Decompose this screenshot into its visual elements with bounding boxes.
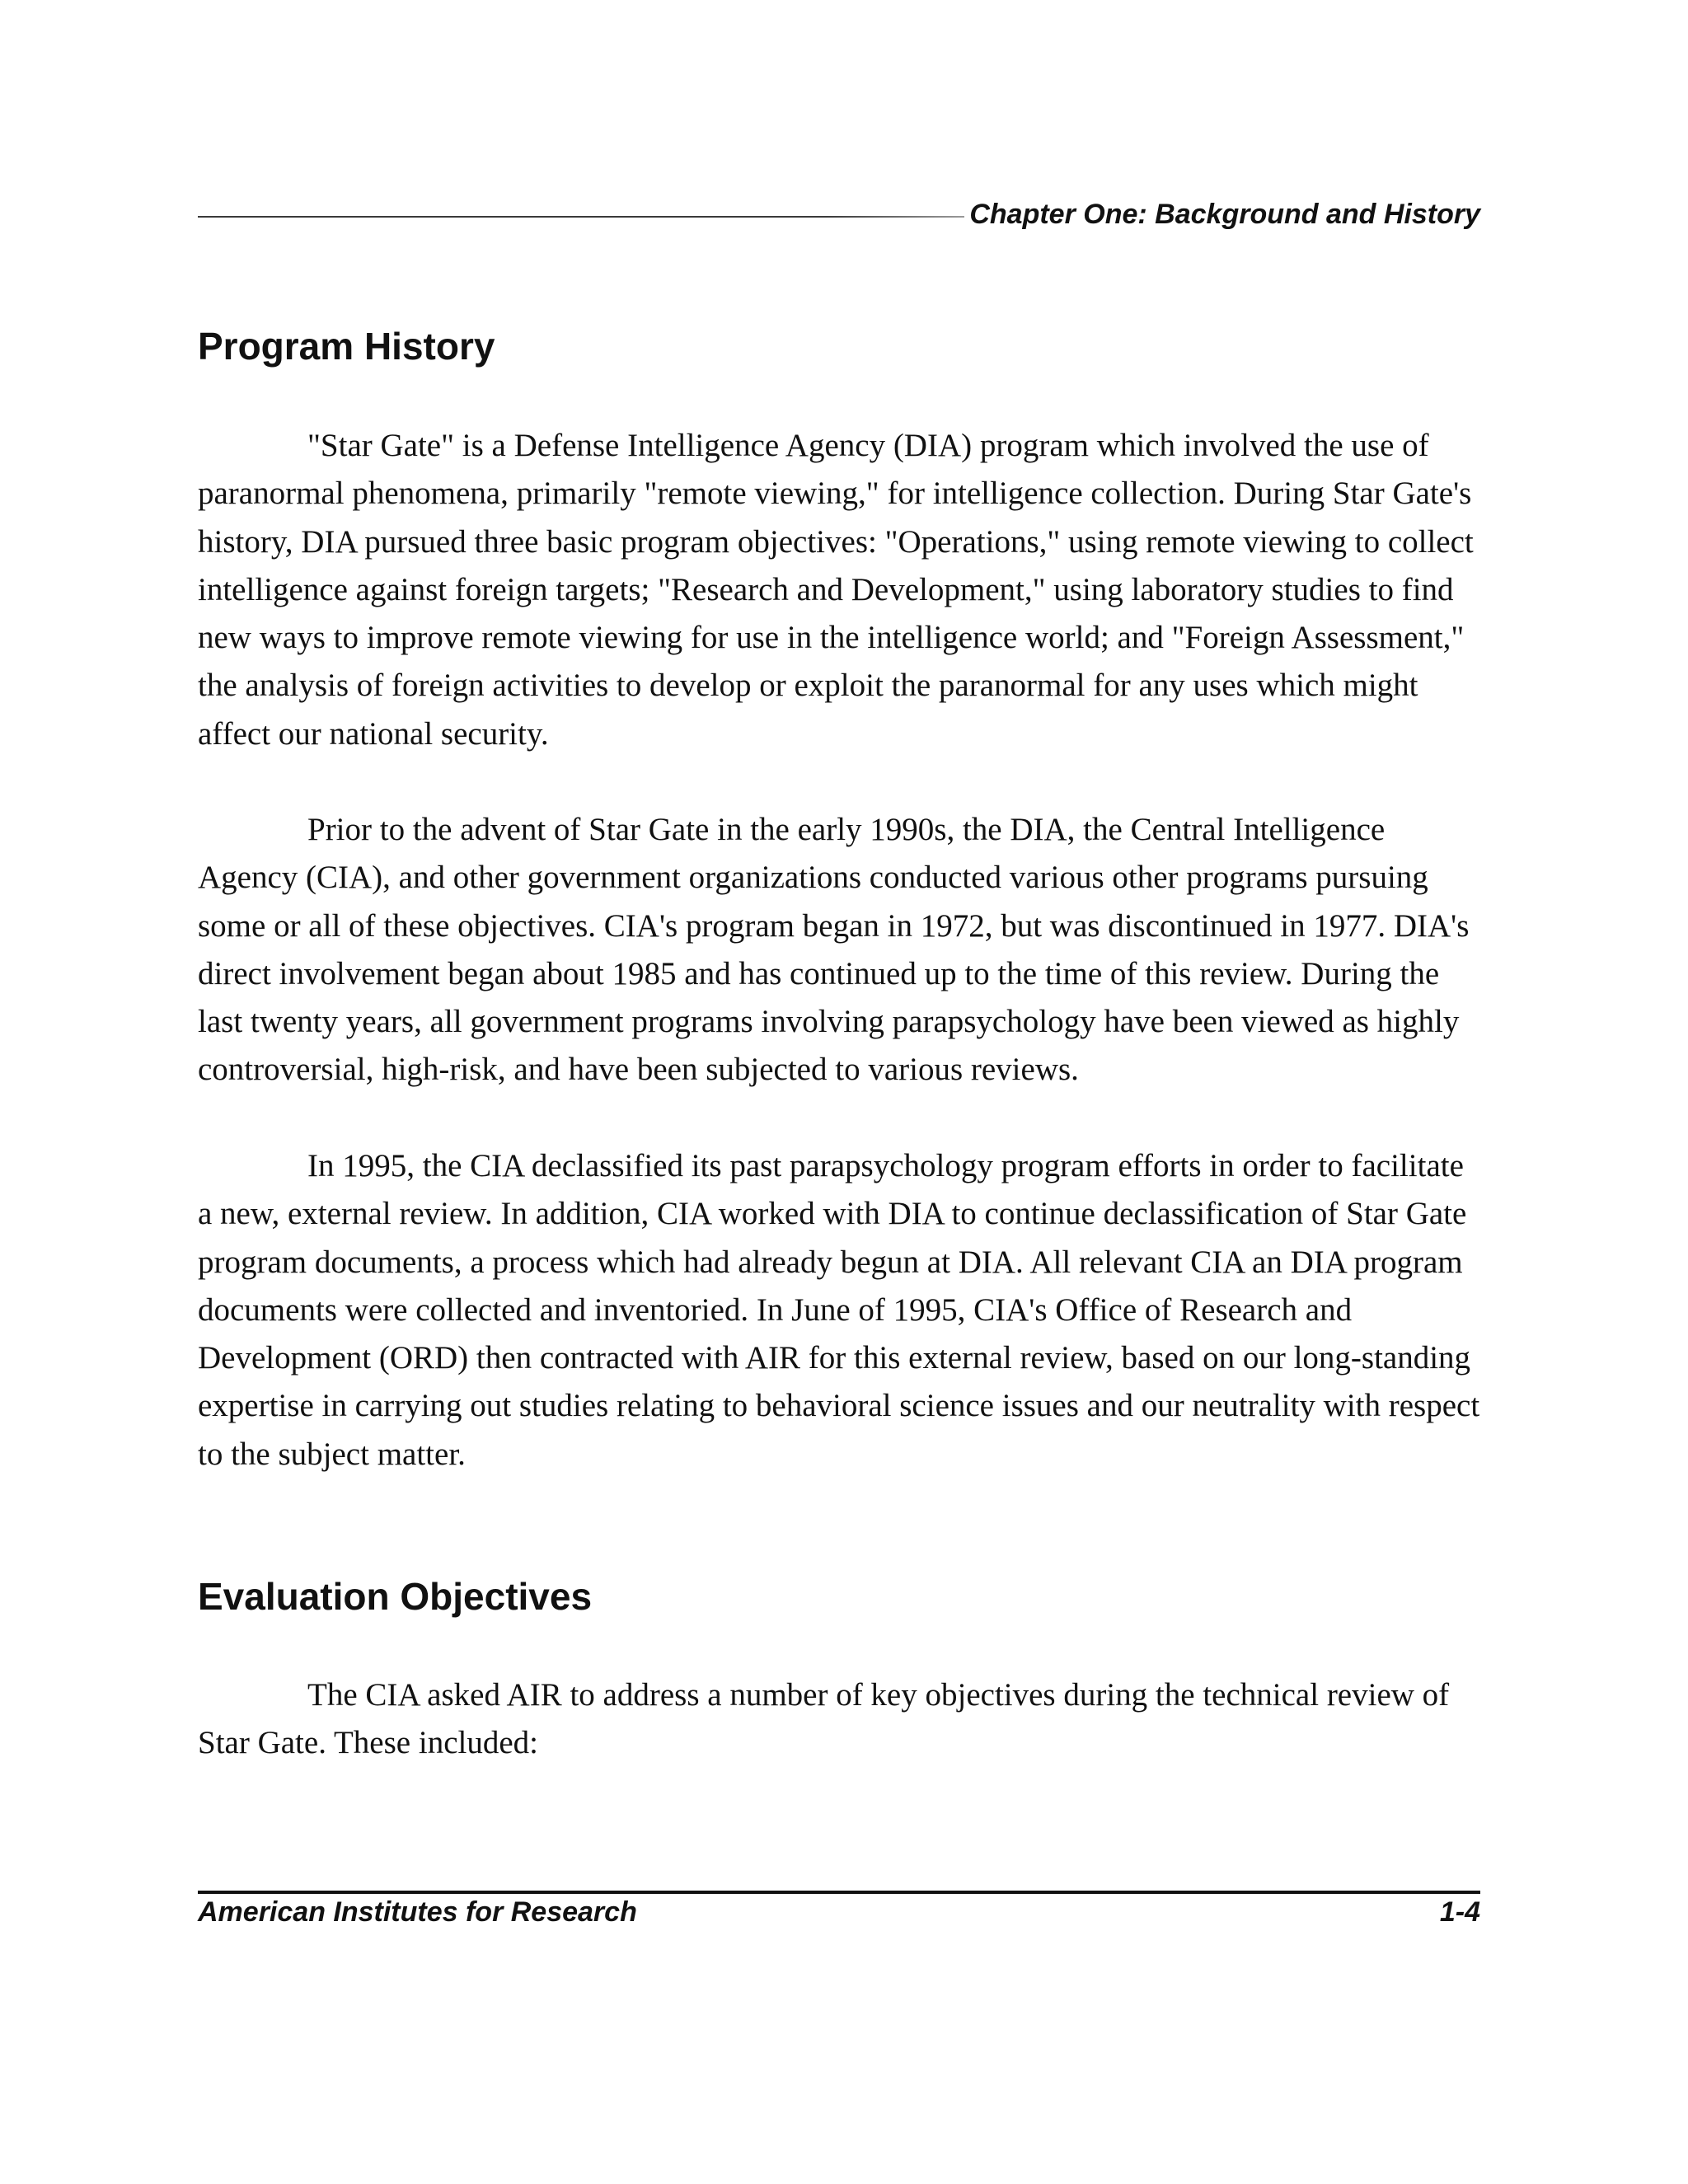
paragraph-evaluation-objectives-1: The CIA asked AIR to address a number of key objectives during the technical review of Star Gate. These included: bbox=[198, 1677, 1450, 1761]
header-rule bbox=[198, 216, 964, 218]
page-number: 1-4 bbox=[1439, 1896, 1480, 1928]
footer-rule bbox=[198, 1891, 1480, 1894]
section-heading-evaluation-objectives: Evaluation Objectives bbox=[198, 1575, 593, 1618]
section-heading-program-history: Program History bbox=[198, 325, 495, 368]
paragraph-program-history-2: Prior to the advent of Star Gate in the early 1990s, the DIA, the Central Intelligence Agency (CIA), and other government organizations conducted various other programs pursuing some or all of these objectives. CIA's program began in 1972, but was discontinued in 1977. DIA's direct involvement began about 1985 and has continued up to the time of this review. During the last twenty years, all government programs involving parapsychology have been viewed as highly controversial, high-risk, and have been subjected to various reviews. bbox=[198, 812, 1470, 1088]
footer-organization: American Institutes for Research bbox=[198, 1896, 637, 1928]
paragraph-program-history-3: In 1995, the CIA declassified its past parapsychology program efforts in order to facilitate a new, external review. In addition, CIA worked with DIA to continue declassification of Star Gate program documents, a process which had already begun at DIA. All relevant CIA an DIA program documents were collected and inventoried. In June of 1995, CIA's Office of Research and Development (ORD) then contracted with AIR for this external review, based on our long-standing expertise in carrying out studies relating to behavioral science issues and our neutrality with respect to the subject matter. bbox=[198, 1148, 1480, 1472]
paragraph-program-history-1: "Star Gate" is a Defense Intelligence Agency (DIA) program which involved the use of paranormal phenomena, primarily "remote viewing," for intelligence collection. During Star Gate's history, DIA pursued three basic program objectives: "Operations," using remote viewing to collect intelligence against foreign targets; "Research and Development," using laboratory studies to find new ways to improve remote viewing for use in the intelligence world; and "Foreign Assessment," the analysis of foreign activities to develop or exploit the paranormal for any uses which might affect our national security. bbox=[198, 428, 1474, 752]
chapter-header: Chapter One: Background and History bbox=[969, 199, 1480, 230]
